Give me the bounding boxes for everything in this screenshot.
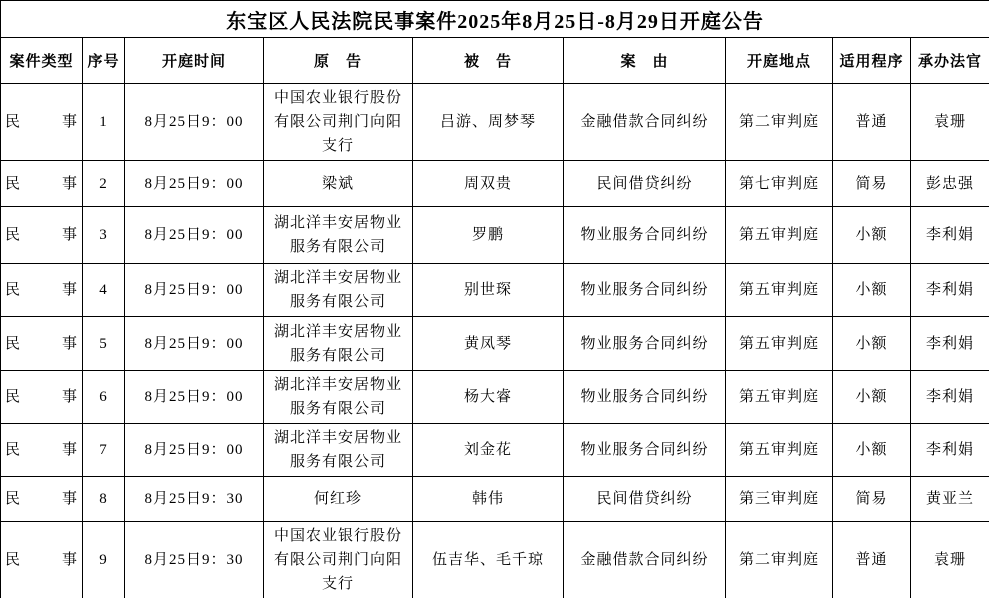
cell-hearing-time: 8月25日9：00 bbox=[125, 317, 264, 371]
cell-cause-of-action: 物业服务合同纠纷 bbox=[564, 424, 726, 477]
page-title: 东宝区人民法院民事案件2025年8月25日-8月29日开庭公告 bbox=[1, 1, 989, 38]
table-body bbox=[1, 84, 989, 598]
cell-hearing-time: 8月25日9：00 bbox=[125, 371, 264, 424]
column-header-case-type: 案件类型 bbox=[1, 38, 83, 84]
cell-hearing-location: 第五审判庭 bbox=[726, 207, 833, 264]
cell-case-type: 民 事 bbox=[1, 207, 83, 264]
cell-hearing-time: 8月25日9：00 bbox=[125, 207, 264, 264]
cell-defendant: 吕游、周梦琴 bbox=[413, 84, 564, 161]
column-header-defendant: 被 告 bbox=[413, 38, 564, 84]
table-row bbox=[1, 424, 989, 477]
cell-hearing-time: 8月25日9：30 bbox=[125, 522, 264, 598]
cell-judge: 李利娟 bbox=[911, 317, 989, 371]
cell-plaintiff: 梁斌 bbox=[264, 161, 413, 207]
cell-index: 4 bbox=[83, 264, 125, 317]
cell-case-type: 民 事 bbox=[1, 264, 83, 317]
cell-cause-of-action: 物业服务合同纠纷 bbox=[564, 207, 726, 264]
cell-judge: 黄亚兰 bbox=[911, 477, 989, 522]
cell-procedure: 小额 bbox=[833, 264, 911, 317]
cell-judge: 李利娟 bbox=[911, 207, 989, 264]
cell-hearing-time: 8月25日9：30 bbox=[125, 477, 264, 522]
cell-index: 2 bbox=[83, 161, 125, 207]
column-header-plaintiff: 原 告 bbox=[264, 38, 413, 84]
cell-judge: 彭忠强 bbox=[911, 161, 989, 207]
table-row bbox=[1, 317, 989, 371]
cell-case-type: 民 事 bbox=[1, 477, 83, 522]
cell-procedure: 小额 bbox=[833, 207, 911, 264]
cell-judge: 李利娟 bbox=[911, 424, 989, 477]
cell-hearing-location: 第五审判庭 bbox=[726, 264, 833, 317]
cell-defendant: 韩伟 bbox=[413, 477, 564, 522]
cell-cause-of-action: 物业服务合同纠纷 bbox=[564, 371, 726, 424]
cell-index: 6 bbox=[83, 371, 125, 424]
cell-defendant: 伍吉华、毛千琼 bbox=[413, 522, 564, 598]
cell-hearing-location: 第五审判庭 bbox=[726, 317, 833, 371]
cell-cause-of-action: 物业服务合同纠纷 bbox=[564, 317, 726, 371]
cell-procedure: 小额 bbox=[833, 317, 911, 371]
cell-hearing-location: 第五审判庭 bbox=[726, 371, 833, 424]
column-header-hearing-location: 开庭地点 bbox=[726, 38, 833, 84]
cell-defendant: 别世琛 bbox=[413, 264, 564, 317]
table-row bbox=[1, 371, 989, 424]
cell-plaintiff: 湖北洋丰安居物业服务有限公司 bbox=[264, 424, 413, 477]
cell-index: 3 bbox=[83, 207, 125, 264]
table-row bbox=[1, 84, 989, 161]
cell-procedure: 简易 bbox=[833, 161, 911, 207]
cell-index: 7 bbox=[83, 424, 125, 477]
column-header-cause-of-action: 案 由 bbox=[564, 38, 726, 84]
cell-judge: 李利娟 bbox=[911, 371, 989, 424]
cell-hearing-time: 8月25日9：00 bbox=[125, 424, 264, 477]
table-header-row bbox=[1, 38, 989, 84]
cell-case-type: 民 事 bbox=[1, 84, 83, 161]
cell-defendant: 罗鹏 bbox=[413, 207, 564, 264]
cell-hearing-location: 第二审判庭 bbox=[726, 522, 833, 598]
table-row bbox=[1, 264, 989, 317]
cell-hearing-time: 8月25日9：00 bbox=[125, 264, 264, 317]
cell-hearing-location: 第七审判庭 bbox=[726, 161, 833, 207]
table-row bbox=[1, 522, 989, 598]
title-row bbox=[1, 1, 989, 38]
table-row bbox=[1, 477, 989, 522]
cell-plaintiff: 湖北洋丰安居物业服务有限公司 bbox=[264, 371, 413, 424]
cell-hearing-location: 第三审判庭 bbox=[726, 477, 833, 522]
cell-case-type: 民 事 bbox=[1, 522, 83, 598]
cell-hearing-location: 第五审判庭 bbox=[726, 424, 833, 477]
cell-defendant: 杨大睿 bbox=[413, 371, 564, 424]
table-row bbox=[1, 207, 989, 264]
cell-cause-of-action: 金融借款合同纠纷 bbox=[564, 84, 726, 161]
cell-procedure: 小额 bbox=[833, 424, 911, 477]
cell-judge: 袁珊 bbox=[911, 84, 989, 161]
cell-cause-of-action: 物业服务合同纠纷 bbox=[564, 264, 726, 317]
cell-defendant: 黄凤琴 bbox=[413, 317, 564, 371]
cell-procedure: 普通 bbox=[833, 522, 911, 598]
cell-case-type: 民 事 bbox=[1, 317, 83, 371]
cell-case-type: 民 事 bbox=[1, 371, 83, 424]
cell-hearing-time: 8月25日9：00 bbox=[125, 84, 264, 161]
cell-cause-of-action: 金融借款合同纠纷 bbox=[564, 522, 726, 598]
column-header-hearing-time: 开庭时间 bbox=[125, 38, 264, 84]
cell-plaintiff: 湖北洋丰安居物业服务有限公司 bbox=[264, 317, 413, 371]
cell-plaintiff: 何红珍 bbox=[264, 477, 413, 522]
cell-index: 5 bbox=[83, 317, 125, 371]
cell-procedure: 小额 bbox=[833, 371, 911, 424]
column-header-judge: 承办法官 bbox=[911, 38, 989, 84]
cell-case-type: 民 事 bbox=[1, 161, 83, 207]
column-header-index: 序号 bbox=[83, 38, 125, 84]
cell-defendant: 周双贵 bbox=[413, 161, 564, 207]
cell-index: 8 bbox=[83, 477, 125, 522]
cell-cause-of-action: 民间借贷纠纷 bbox=[564, 477, 726, 522]
cell-index: 1 bbox=[83, 84, 125, 161]
column-header-procedure: 适用程序 bbox=[833, 38, 911, 84]
cell-hearing-time: 8月25日9：00 bbox=[125, 161, 264, 207]
cell-plaintiff: 湖北洋丰安居物业服务有限公司 bbox=[264, 264, 413, 317]
cell-cause-of-action: 民间借贷纠纷 bbox=[564, 161, 726, 207]
cell-case-type: 民 事 bbox=[1, 424, 83, 477]
cell-hearing-location: 第二审判庭 bbox=[726, 84, 833, 161]
cell-plaintiff: 中国农业银行股份有限公司荆门向阳支行 bbox=[264, 522, 413, 598]
cell-procedure: 简易 bbox=[833, 477, 911, 522]
cell-judge: 李利娟 bbox=[911, 264, 989, 317]
table-row bbox=[1, 161, 989, 207]
cell-plaintiff: 湖北洋丰安居物业服务有限公司 bbox=[264, 207, 413, 264]
cell-judge: 袁珊 bbox=[911, 522, 989, 598]
cell-index: 9 bbox=[83, 522, 125, 598]
cell-plaintiff: 中国农业银行股份有限公司荆门向阳支行 bbox=[264, 84, 413, 161]
cell-defendant: 刘金花 bbox=[413, 424, 564, 477]
cell-procedure: 普通 bbox=[833, 84, 911, 161]
